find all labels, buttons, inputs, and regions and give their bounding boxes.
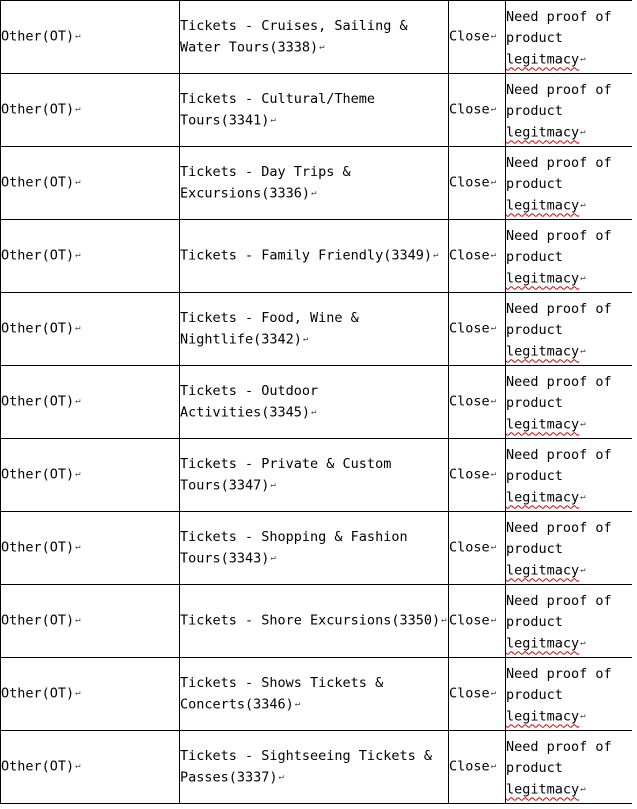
reason-line1-text: Need proof of — [506, 8, 612, 25]
reason-line — [506, 80, 632, 101]
paragraph-mark-icon: ↵ — [75, 761, 81, 772]
reason-line — [506, 466, 632, 487]
reason-line — [506, 226, 632, 247]
reason-line — [506, 49, 632, 71]
reason-line2-text: product — [506, 29, 563, 46]
paragraph-mark-icon: ↵ — [490, 542, 497, 553]
ticket-line — [180, 610, 448, 632]
paragraph-mark-icon: ↵ — [490, 177, 497, 188]
category-cell — [1, 147, 180, 220]
status-text: Close — [449, 393, 490, 410]
category-text: Other(OT) — [1, 466, 75, 483]
reason-line2-text: product — [506, 686, 563, 703]
reason-line — [506, 612, 632, 633]
reason-line2-text: product — [506, 394, 563, 411]
reason-line2-text: product — [506, 759, 563, 776]
ticket-line2-text: Passes(3337) — [180, 769, 278, 786]
category-cell — [1, 439, 180, 512]
category-text: Other(OT) — [1, 758, 75, 775]
reason-line1-text: Need proof of — [506, 81, 612, 98]
reason-line — [506, 487, 632, 509]
ticket-line1-text: Tickets - Food, Wine & — [180, 309, 359, 326]
reason-line2-text: product — [506, 540, 563, 557]
paragraph-mark-icon: ↵ — [75, 104, 81, 115]
reason-line — [506, 195, 632, 217]
status-cell — [449, 366, 506, 439]
paragraph-mark-icon: ↵ — [75, 469, 81, 480]
paragraph-mark-icon: ↵ — [294, 698, 301, 709]
reason-line — [506, 445, 632, 466]
reason-line1-text: Need proof of — [506, 665, 612, 682]
table-row — [1, 293, 633, 366]
ticket-line — [180, 454, 448, 475]
reason-line — [506, 320, 632, 341]
status-text: Close — [449, 612, 490, 629]
ticket-line — [180, 89, 448, 110]
status-text: Close — [449, 466, 490, 483]
reason-line — [506, 101, 632, 122]
reason-line2-text: product — [506, 248, 563, 265]
spellcheck-underlined-word: legitmacy — [506, 270, 580, 287]
ticket-line — [180, 16, 448, 37]
ticket-line2-text: Activities(3345) — [180, 404, 311, 421]
status-text: Close — [449, 101, 490, 118]
paragraph-mark-icon: ↵ — [490, 615, 497, 626]
status-cell — [449, 658, 506, 731]
category-cell — [1, 74, 180, 147]
ticket-line2-text: Tours(3343) — [180, 550, 270, 567]
ticket-cell — [180, 439, 449, 512]
reason-cell — [506, 147, 633, 220]
paragraph-mark-icon: ↵ — [432, 250, 439, 261]
paragraph-mark-icon: ↵ — [580, 491, 586, 502]
status-text: Close — [449, 539, 490, 556]
ticket-line — [180, 381, 448, 402]
reason-line — [506, 393, 632, 414]
reason-line1-text: Need proof of — [506, 519, 612, 536]
paragraph-mark-icon: ↵ — [270, 114, 276, 125]
ticket-line2-text: Nightlife(3342) — [180, 331, 302, 348]
paragraph-mark-icon: ↵ — [490, 31, 497, 42]
ticket-cell — [180, 147, 449, 220]
reason-cell — [506, 74, 633, 147]
ticket-cell — [180, 366, 449, 439]
paragraph-mark-icon: ↵ — [490, 250, 497, 261]
category-cell — [1, 512, 180, 585]
table-row — [1, 439, 633, 512]
ticket-line — [180, 308, 448, 329]
ticket-line — [180, 694, 448, 716]
spellcheck-underlined-word: legitmacy — [506, 416, 580, 433]
reason-line — [506, 299, 632, 320]
category-cell — [1, 731, 180, 804]
paragraph-mark-icon: ↵ — [490, 688, 497, 699]
reason-line — [506, 591, 632, 612]
status-cell — [449, 512, 506, 585]
paragraph-mark-icon: ↵ — [580, 126, 586, 137]
spellcheck-underlined-word: legitmacy — [506, 343, 580, 360]
reason-line1-text: Need proof of — [506, 446, 612, 463]
reason-line — [506, 153, 632, 174]
paragraph-mark-icon: ↵ — [270, 552, 276, 563]
table-row — [1, 731, 633, 804]
paragraph-mark-icon: ↵ — [580, 564, 586, 575]
table-row — [1, 1, 633, 74]
paragraph-mark-icon: ↵ — [490, 761, 497, 772]
paragraph-mark-icon: ↵ — [580, 783, 586, 794]
paragraph-mark-icon: ↵ — [490, 396, 497, 407]
ticket-line — [180, 746, 448, 767]
spellcheck-underlined-word: legitmacy — [506, 708, 580, 725]
status-cell — [449, 293, 506, 366]
ticket-line1-text: Tickets - Day Trips & — [180, 163, 351, 180]
table-row — [1, 147, 633, 220]
paragraph-mark-icon: ↵ — [302, 333, 309, 344]
spellcheck-underlined-word: legitmacy — [506, 489, 580, 506]
ticket-line2-text: Tours(3341) — [180, 112, 270, 129]
reason-line — [506, 518, 632, 539]
paragraph-mark-icon: ↵ — [580, 272, 586, 283]
reason-line2-text: product — [506, 613, 563, 630]
reason-cell — [506, 512, 633, 585]
reason-line — [506, 122, 632, 144]
ticket-line — [180, 402, 448, 424]
spellcheck-underlined-word: legitmacy — [506, 562, 580, 579]
spellcheck-underlined-word: legitmacy — [506, 781, 580, 798]
paragraph-mark-icon: ↵ — [580, 418, 586, 429]
ticket-line1-text: Tickets - Outdoor — [180, 382, 319, 399]
reason-line1-text: Need proof of — [506, 154, 612, 171]
ticket-line — [180, 767, 448, 789]
category-text: Other(OT) — [1, 685, 75, 702]
paragraph-mark-icon: ↵ — [311, 406, 317, 417]
reason-line1-text: Need proof of — [506, 373, 612, 390]
ticket-cell — [180, 512, 449, 585]
status-text: Close — [449, 28, 490, 45]
paragraph-mark-icon: ↵ — [75, 542, 81, 553]
paragraph-mark-icon: ↵ — [490, 104, 497, 115]
spellcheck-underlined-word: legitmacy — [506, 124, 580, 141]
status-cell — [449, 74, 506, 147]
status-cell — [449, 1, 506, 74]
category-text: Other(OT) — [1, 393, 75, 410]
ticket-line2-text: Concerts(3346) — [180, 696, 294, 713]
ticket-cell — [180, 658, 449, 731]
table-body — [1, 1, 633, 804]
reason-line — [506, 539, 632, 560]
paragraph-mark-icon: ↵ — [270, 479, 276, 490]
ticket-line — [180, 548, 448, 570]
reason-cell — [506, 731, 633, 804]
paragraph-mark-icon: ↵ — [580, 345, 586, 356]
ticket-cell — [180, 1, 449, 74]
ticket-line1-text: Tickets - Shopping & Fashion — [180, 528, 408, 545]
ticket-cell — [180, 731, 449, 804]
ticket-line — [180, 162, 448, 183]
ticket-line2-text: Tours(3347) — [180, 477, 270, 494]
paragraph-mark-icon: ↵ — [311, 187, 317, 198]
reason-cell — [506, 293, 633, 366]
reason-line — [506, 685, 632, 706]
ticket-cell — [180, 74, 449, 147]
category-cell — [1, 293, 180, 366]
category-text: Other(OT) — [1, 28, 75, 45]
category-text: Other(OT) — [1, 174, 75, 191]
ticket-line1-text: Tickets - Shows Tickets & — [180, 674, 384, 691]
reason-line — [506, 779, 632, 801]
reason-line — [506, 341, 632, 363]
ticket-line — [180, 475, 448, 497]
ticket-cell — [180, 220, 449, 293]
status-text: Close — [449, 247, 490, 264]
reason-line2-text: product — [506, 321, 563, 338]
paragraph-mark-icon: ↵ — [580, 710, 586, 721]
paragraph-mark-icon: ↵ — [580, 199, 586, 210]
ticket-line — [180, 329, 448, 351]
paragraph-mark-icon: ↵ — [75, 323, 81, 334]
status-cell — [449, 147, 506, 220]
reason-line2-text: product — [506, 467, 563, 484]
paragraph-mark-icon: ↵ — [490, 323, 497, 334]
reason-line — [506, 268, 632, 290]
reason-line1-text: Need proof of — [506, 738, 612, 755]
ticket-line — [180, 37, 448, 59]
reason-line2-text: product — [506, 175, 563, 192]
ticket-line — [180, 245, 448, 267]
reason-line — [506, 372, 632, 393]
reason-line1-text: Need proof of — [506, 300, 612, 317]
spellcheck-underlined-word: legitmacy — [506, 51, 580, 68]
reason-line — [506, 758, 632, 779]
reason-cell — [506, 585, 633, 658]
paragraph-mark-icon: ↵ — [441, 615, 447, 626]
reason-line — [506, 28, 632, 49]
category-cell — [1, 1, 180, 74]
status-cell — [449, 731, 506, 804]
ticket-line1-text: Tickets - Cultural/Theme — [180, 90, 376, 107]
table-row — [1, 512, 633, 585]
ticket-line — [180, 183, 448, 205]
category-cell — [1, 658, 180, 731]
reason-line — [506, 737, 632, 758]
reason-cell — [506, 366, 633, 439]
ticket-line2-text: Excursions(3336) — [180, 185, 311, 202]
reason-line — [506, 174, 632, 195]
ticket-line — [180, 673, 448, 694]
status-cell — [449, 585, 506, 658]
paragraph-mark-icon: ↵ — [75, 615, 81, 626]
ticket-line1-text: Tickets - Shore Excursions(3350) — [180, 612, 441, 629]
status-text: Close — [449, 758, 490, 775]
reason-cell — [506, 1, 633, 74]
paragraph-mark-icon: ↵ — [75, 177, 81, 188]
reason-line — [506, 414, 632, 436]
paragraph-mark-icon: ↵ — [278, 771, 284, 782]
paragraph-mark-icon: ↵ — [580, 637, 586, 648]
status-text: Close — [449, 320, 490, 337]
spellcheck-underlined-word: legitmacy — [506, 197, 580, 214]
category-cell — [1, 366, 180, 439]
status-text: Close — [449, 685, 490, 702]
category-text: Other(OT) — [1, 247, 75, 264]
ticket-line — [180, 110, 448, 132]
paragraph-mark-icon: ↵ — [319, 41, 325, 52]
reason-line — [506, 664, 632, 685]
reason-line — [506, 633, 632, 655]
paragraph-mark-icon: ↵ — [490, 469, 497, 480]
spellcheck-underlined-word: legitmacy — [506, 635, 580, 652]
paragraph-mark-icon: ↵ — [75, 688, 81, 699]
table-row — [1, 366, 633, 439]
category-text: Other(OT) — [1, 320, 75, 337]
ticket-line1-text: Tickets - Family Friendly(3349) — [180, 247, 432, 264]
paragraph-mark-icon: ↵ — [75, 250, 81, 261]
reason-line — [506, 247, 632, 268]
status-cell — [449, 439, 506, 512]
reason-line — [506, 560, 632, 582]
paragraph-mark-icon: ↵ — [75, 396, 81, 407]
table-row — [1, 585, 633, 658]
paragraph-mark-icon: ↵ — [75, 31, 81, 42]
reason-line — [506, 706, 632, 728]
paragraph-mark-icon: ↵ — [580, 53, 586, 64]
ticket-line — [180, 527, 448, 548]
table-row — [1, 220, 633, 293]
ticket-cell — [180, 585, 449, 658]
reason-line2-text: product — [506, 102, 563, 119]
reason-cell — [506, 220, 633, 293]
reason-cell — [506, 658, 633, 731]
ticket-line2-text: Water Tours(3338) — [180, 39, 319, 56]
category-text: Other(OT) — [1, 612, 75, 629]
ticket-line1-text: Tickets - Sightseeing Tickets & — [180, 747, 432, 764]
category-cell — [1, 585, 180, 658]
ticket-line1-text: Tickets - Private & Custom — [180, 455, 392, 472]
table-row — [1, 658, 633, 731]
status-cell — [449, 220, 506, 293]
ticket-cell — [180, 293, 449, 366]
reason-cell — [506, 439, 633, 512]
page-edge — [632, 0, 637, 809]
status-text: Close — [449, 174, 490, 191]
ticket-line1-text: Tickets - Cruises, Sailing & — [180, 17, 408, 34]
category-cell — [1, 220, 180, 293]
category-text: Other(OT) — [1, 539, 75, 556]
reason-line1-text: Need proof of — [506, 592, 612, 609]
reason-line1-text: Need proof of — [506, 227, 612, 244]
category-text: Other(OT) — [1, 101, 75, 118]
reason-line — [506, 7, 632, 28]
table-row — [1, 74, 633, 147]
